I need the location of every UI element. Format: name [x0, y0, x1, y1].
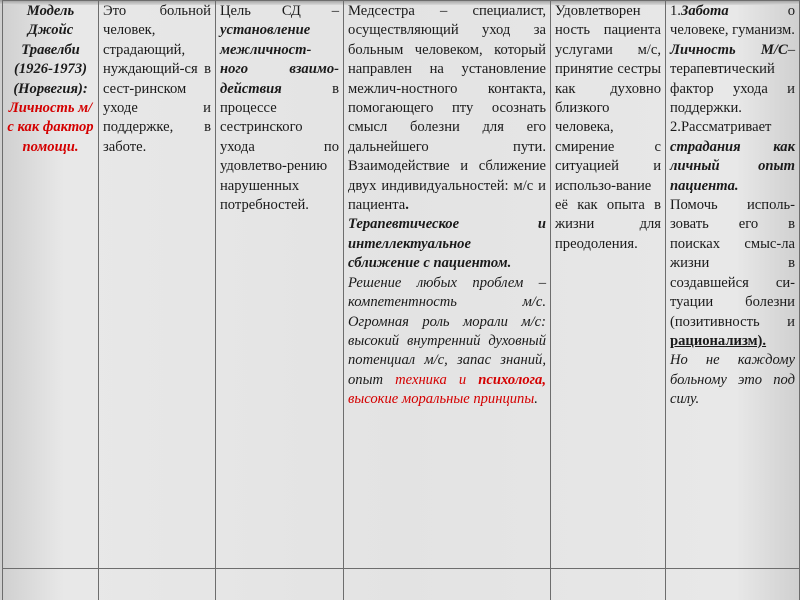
empty-cell [551, 569, 666, 600]
nurse-cell [344, 1, 551, 569]
nurse-p3-end: . [534, 391, 538, 408]
empty-cell [3, 569, 99, 600]
table-row [3, 1, 800, 569]
table-row-empty [3, 569, 800, 600]
nurse-p3-red1: техника и [395, 371, 479, 388]
outcome-text: Удовлетворен ность пациента услугами м/с, принятие сестры как духовно близкого человека, смирение с ситуацией и использо-вание её как опыта в жизни для преодоления. [555, 3, 661, 252]
model-label: Модель [26, 3, 75, 19]
author-years: (1926-1973) [14, 61, 87, 78]
empty-cell [666, 569, 800, 600]
principle-1-number: 1. [670, 3, 681, 19]
nurse-p3-red2: психолога, [478, 371, 546, 388]
author-first-name: Джойс [27, 22, 74, 39]
principle-care: Забота [680, 3, 729, 19]
author-last-name: Травелби [21, 41, 80, 58]
principle-note: Но не каждому больному это под силу. [670, 352, 795, 408]
principles-cell [666, 1, 800, 569]
nurse-p2: Терапевтическое и интеллектуальное сближение с пациентом. [348, 216, 546, 272]
principle-care-rest: о человеке, гуманизм. [670, 3, 795, 39]
nurse-p1-end: . [405, 197, 409, 214]
goal-intro: Цель СД – [220, 3, 339, 19]
outcome-cell [551, 1, 666, 569]
goal-rest: в процессе сестринского ухода по удовлетво-рению нарушенных потребностей. [220, 80, 339, 214]
principle-help: Помочь исполь-зовать его в поисках смыс-ла жизни в создавшейся си-туации болезни (позитивность и [670, 197, 795, 330]
principle-2-number: 2.Рассматривает [670, 119, 772, 136]
patient-text: Это больной человек, страдающий, нуждающий-ся в сест-ринском уходе и поддержке, в заботе. [103, 3, 211, 155]
model-subtitle: Личность м/с как фактор помощи. [7, 100, 94, 155]
author-country: (Норвегия): [13, 80, 88, 97]
model-name-cell [3, 1, 99, 569]
goal-cell [216, 1, 344, 569]
empty-cell [216, 569, 344, 600]
principle-personality-rest: –терапевтический фактор ухода и поддержки. [670, 41, 795, 117]
principle-rationalism: рационализм). [670, 332, 767, 349]
nurse-p3: Решение любых проблем – компетентность м/с. Огромная роль морали м/с: высокий внутренний духовный потенциал м/с, запас знаний, опыт [348, 274, 546, 388]
patient-cell [99, 1, 216, 569]
nurse-p1: Медсестра – специалист, осуществляющий уход за больным человеком, который направлен на установление межлич-ностного контакта, помогающего пту осознать смысл болезни для его дальнейшего пути. Взаимодействие и сближение двух индивидуальностей: м/с и пациента [348, 3, 546, 214]
model-table [2, 0, 800, 600]
principle-suffering: страдания как личный опыт пациента. [670, 138, 795, 194]
nurse-p3-red3: высокие моральные принципы [348, 391, 535, 408]
empty-cell [344, 569, 551, 600]
empty-cell [99, 569, 216, 600]
principle-personality: Личность М/С [670, 41, 788, 58]
goal-emphasis: установление межличност-ного взаимо-действия [220, 22, 339, 97]
